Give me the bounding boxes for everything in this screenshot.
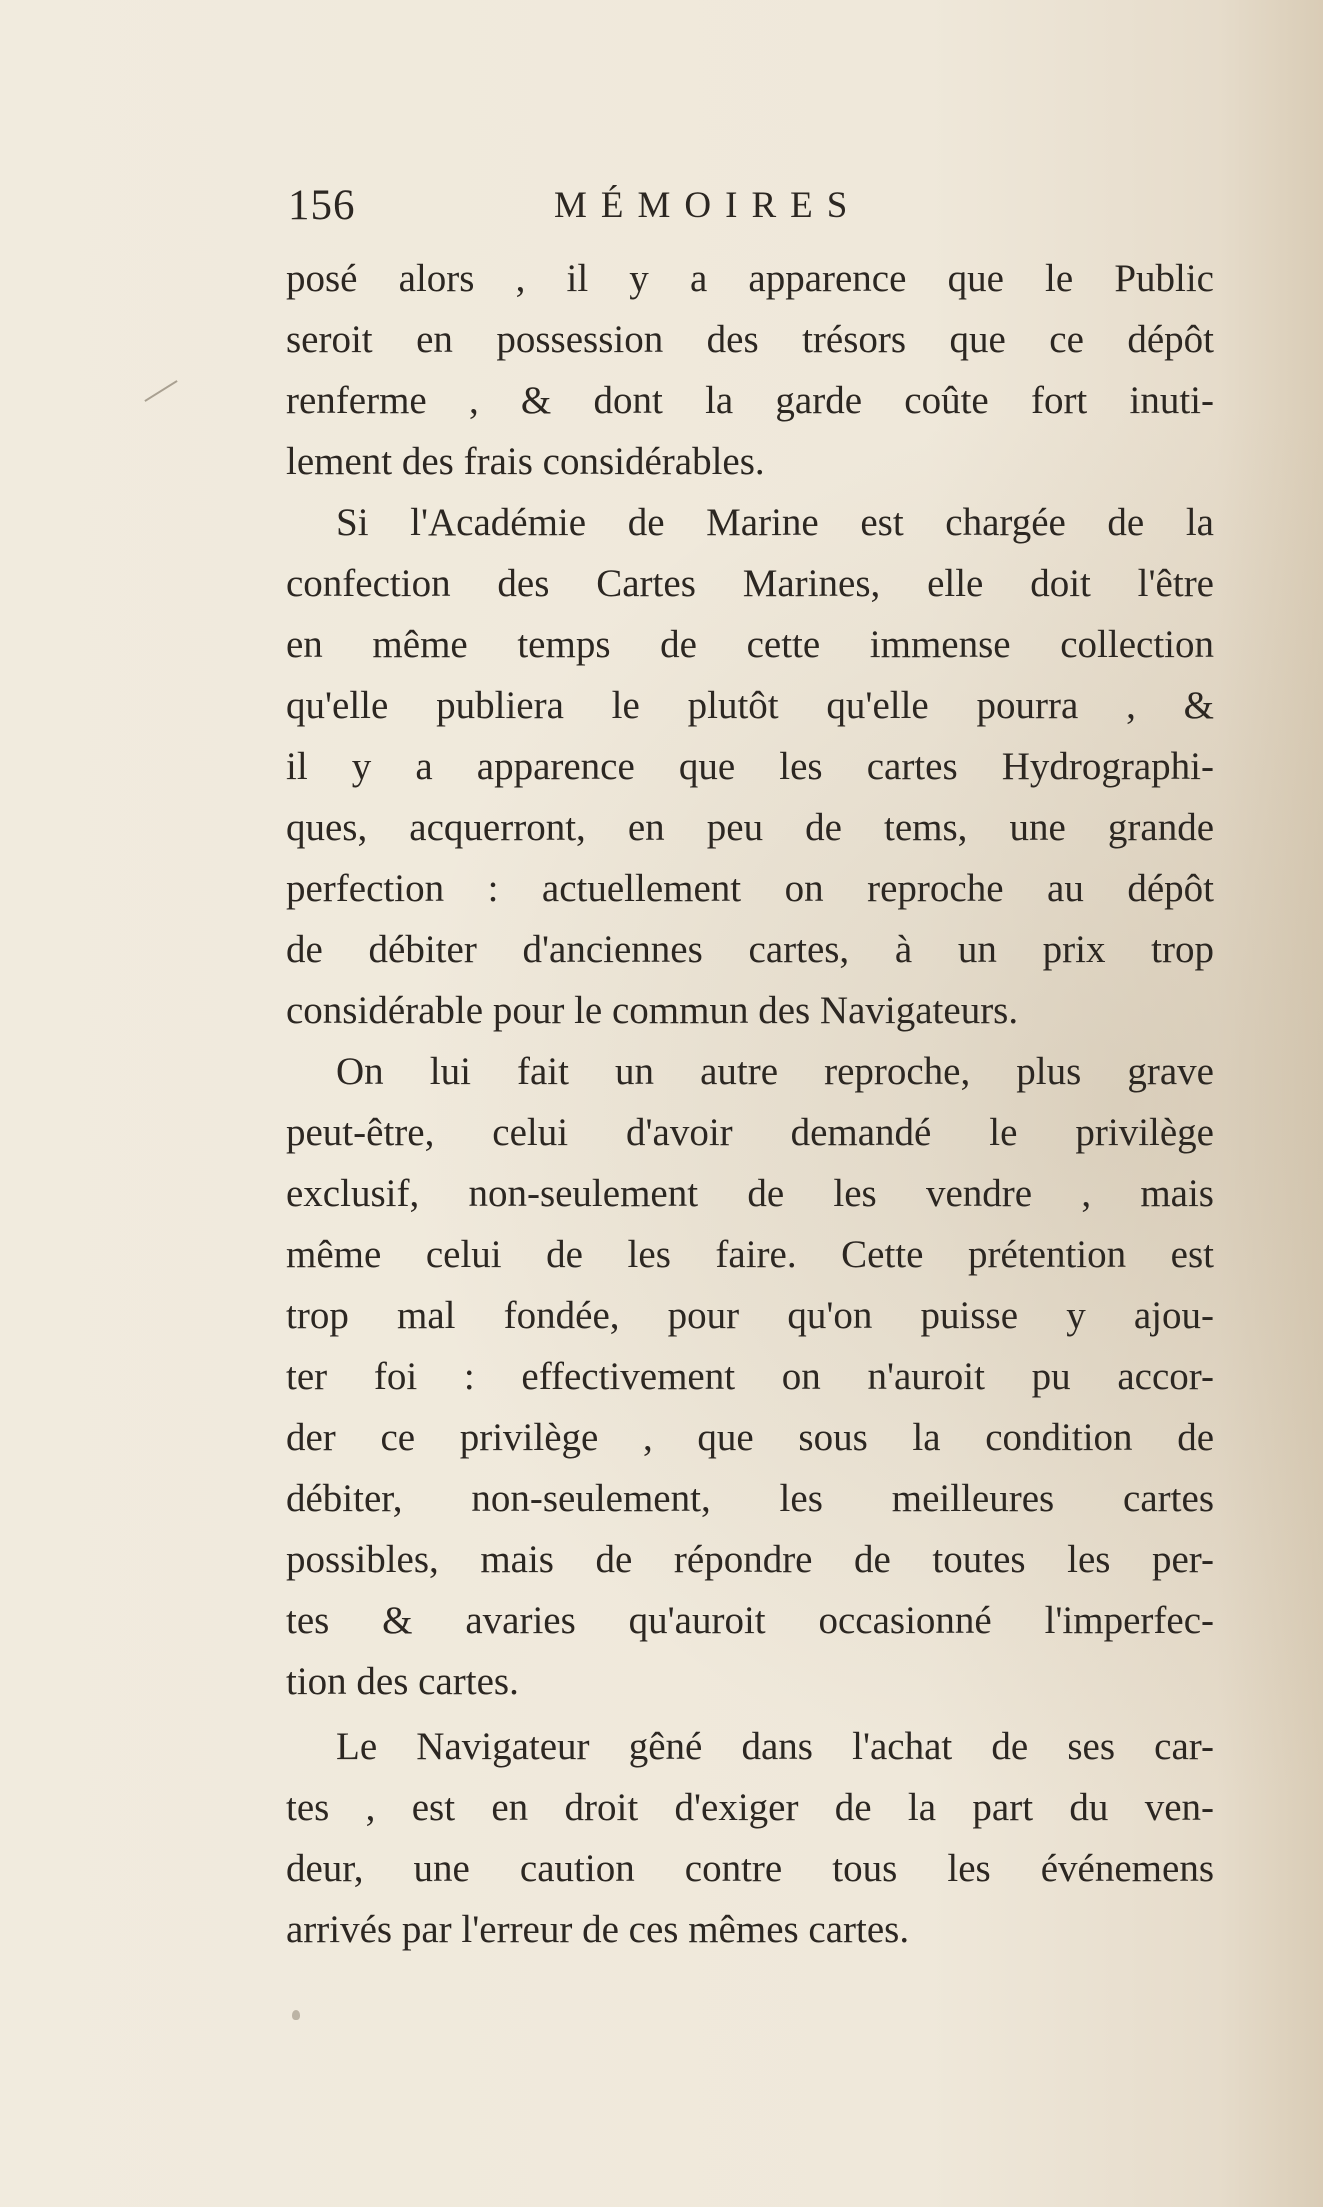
text-line: en même temps de cette immense collection <box>286 623 1214 666</box>
text-line: On lui fait un autre reproche, plus grave <box>336 1050 1214 1093</box>
text-line: seroit en possession des trésors que ce dépôt <box>286 318 1214 361</box>
text-line: perfection : actuellement on reproche au dépôt <box>286 867 1214 910</box>
text-line: peut-être, celui d'avoir demandé le privilège <box>286 1111 1214 1154</box>
paper-speck <box>292 2010 300 2020</box>
running-header <box>282 178 1222 234</box>
text-line: trop mal fondée, pour qu'on puisse y ajou- <box>286 1294 1214 1337</box>
paragraph-1 <box>286 248 1214 492</box>
text-line: arrivés par l'erreur de ces mêmes cartes. <box>286 1908 910 1951</box>
text-line: posé alors , il y a apparence que le Public <box>286 257 1214 300</box>
text-line: même celui de les faire. Cette prétention est <box>286 1233 1214 1276</box>
running-title: MÉMOIRES <box>554 185 862 226</box>
text-line: qu'elle publiera le plutôt qu'elle pourra , & <box>286 684 1214 727</box>
margin-pencil-mark <box>144 380 177 402</box>
text-line: tes , est en droit d'exiger de la part du ven- <box>286 1786 1214 1829</box>
text-line: deur, une caution contre tous les événemens <box>286 1847 1214 1890</box>
text-line: confection des Cartes Marines, elle doit l'être <box>286 562 1214 605</box>
paragraph-2 <box>286 492 1214 1041</box>
page-number: 156 <box>288 182 356 229</box>
text-line: possibles, mais de répondre de toutes les per- <box>286 1538 1214 1581</box>
text-line: lement des frais considérables. <box>286 440 765 483</box>
paragraph-4 <box>286 1716 1214 1960</box>
text-line: der ce privilège , que sous la condition de <box>286 1416 1214 1459</box>
text-line: exclusif, non-seulement de les vendre , mais <box>286 1172 1214 1215</box>
text-line: débiter, non-seulement, les meilleures cartes <box>286 1477 1214 1520</box>
text-line: Si l'Académie de Marine est chargée de la <box>336 501 1214 544</box>
text-line: considérable pour le commun des Navigateurs. <box>286 989 1019 1032</box>
paragraph-3 <box>286 1041 1214 1712</box>
text-line: ques, acquerront, en peu de tems, une grande <box>286 806 1214 849</box>
text-line: de débiter d'anciennes cartes, à un prix trop <box>286 928 1214 971</box>
text-line: tes & avaries qu'auroit occasionné l'imperfec- <box>286 1599 1214 1642</box>
body-text <box>286 248 1214 1960</box>
text-line: Le Navigateur gêné dans l'achat de ses car- <box>336 1725 1214 1768</box>
text-line: renferme , & dont la garde coûte fort inuti- <box>286 379 1214 422</box>
text-line: il y a apparence que les cartes Hydrographi- <box>286 745 1214 788</box>
text-line: tion des cartes. <box>286 1660 519 1703</box>
text-line: ter foi : effectivement on n'auroit pu accor- <box>286 1355 1214 1398</box>
